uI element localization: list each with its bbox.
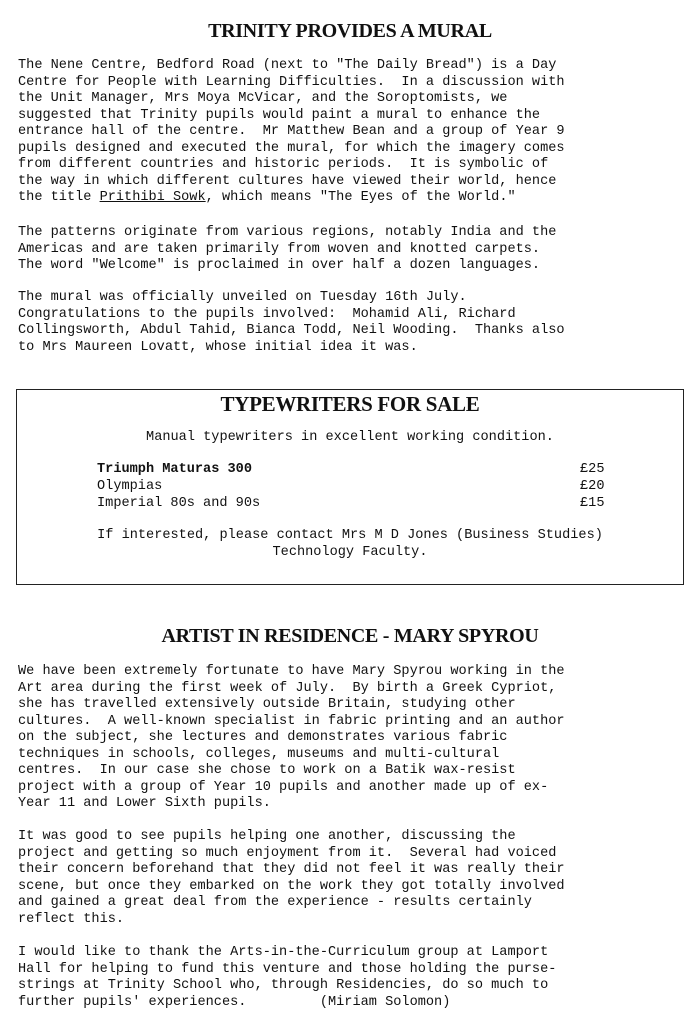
mural-title-prithibi-sowk: Prithibi Sowk [99, 190, 206, 205]
typewriter-item-name: Imperial 80s and 90s [97, 496, 261, 511]
artist-paragraph-1: We have been extremely fortunate to have Mary Spyrou working in the Art area during the first week of July. By birth a Greek Cypriot, she has travelled extensively outside Britain, studying other cultures. A well-known specialist in fabric printing and an author on the subject, she lectures and demonstrates various fabric techniques in schools, colleges, museums and multi-cultural centres. In our case she chose to work on a Batik wax-resist project with a group of Year 10 pupils and another made up of ex- Year 11 and Lower Sixth pupils. [18, 664, 565, 811]
artist-paragraph-3: I would like to thank the Arts-in-the-Curriculum group at Lamport Hall for helping to fund this venture and those holding the purse- strings at Trinity School who, through Residencies, do so much to further pupils' experiences. (Miriam Solomon) [18, 945, 557, 1010]
mural-paragraph-1 [18, 58, 690, 207]
mural-article-title: TRINITY PROVIDES A MURAL [208, 20, 492, 42]
typewriter-item-name: Triumph Maturas 300 [97, 462, 252, 477]
mural-paragraph-3: The mural was officially unveiled on Tuesday 16th July. Congratulations to the pupils involved: Mohamid Ali, Richard Collingsworth, Abdul Tahid, Bianca Todd, Neil Wooding. Thanks also to Mrs Maureen Lovatt, whose initial idea it was. [18, 290, 565, 355]
artist-article-title: ARTIST IN RESIDENCE - MARY SPYROU [161, 625, 539, 647]
typewriters-intro: Manual typewriters in excellent working condition. [146, 430, 554, 445]
typewriters-for-sale-box [16, 389, 684, 585]
mural-p1-text-end: , which means "The Eyes of the World." [205, 190, 516, 205]
typewriter-item-price: £25 [580, 462, 605, 477]
typewriter-item-price: £15 [580, 496, 605, 511]
typewriters-contact-line-2: Technology Faculty. [272, 545, 428, 560]
mural-paragraph-2: The patterns originate from various regions, notably India and the Americas and are taken primarily from woven and knotted carpets. The word "Welcome" is proclaimed in over half a dozen languages. [18, 225, 557, 273]
typewriter-item-name: Olympias [97, 479, 163, 494]
typewriters-contact-line-1: If interested, please contact Mrs M D Jones (Business Studies) [97, 528, 603, 543]
artist-paragraph-2: It was good to see pupils helping one another, discussing the project and getting so much enjoyment from it. Several had voiced their concern beforehand that they did not feel it was really their scene, but once they embarked on the work they got totally involved and gained a great deal from the experience - results certainly reflect this. [18, 829, 565, 927]
typewriter-item-price: £20 [580, 479, 605, 494]
mural-p1-text: The Nene Centre, Bedford Road (next to "The Daily Bread") is a Day Centre for People with Learning Difficulties. In a discussion with the Unit Manager, Mrs Moya McVicar, and the Soroptomists, we suggested that Trinity pupils would paint a mural to enhance the entrance hall of the centre. Mr Matthew Bean and a group of Year 9 pupils designed and executed the mural, for which the imagery comes from different countries and historic periods. It is symbolic of the way in which different cultures have viewed their world, hence the title [18, 58, 565, 205]
typewriters-title: TYPEWRITERS FOR SALE [220, 392, 480, 416]
